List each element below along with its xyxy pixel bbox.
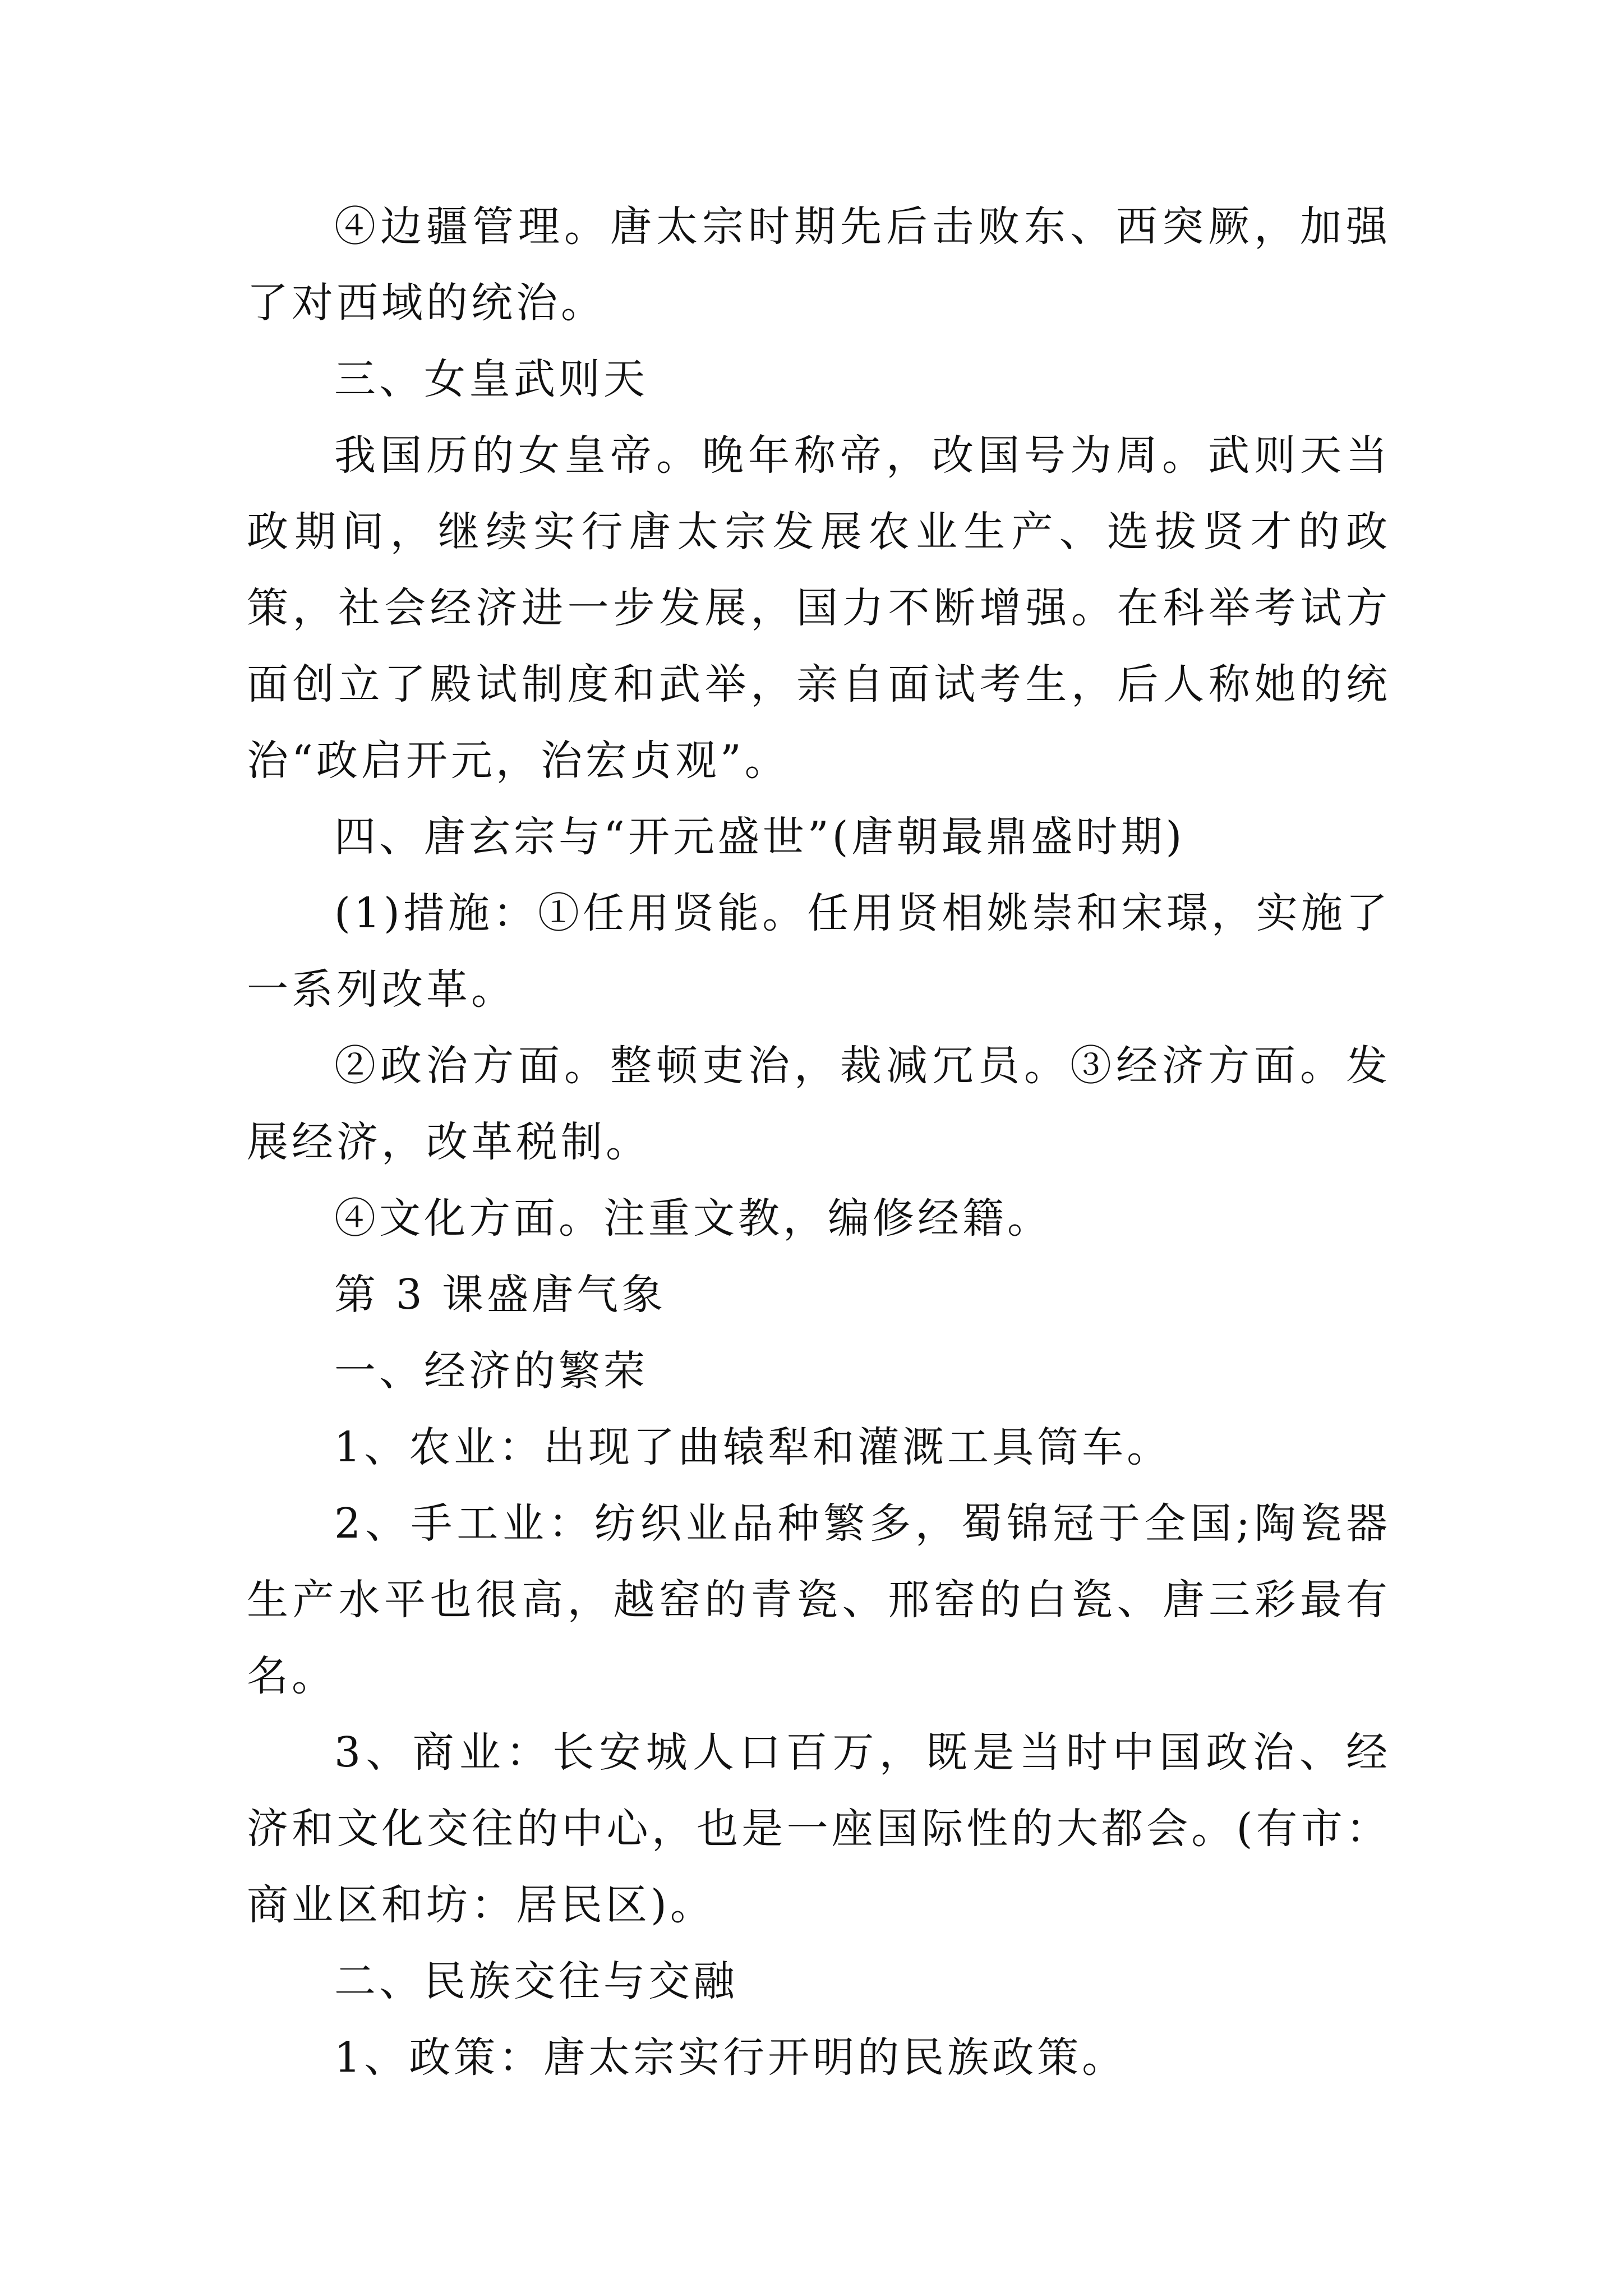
paragraph-ethnic-policy: 1、政策：唐太宗实行开明的民族政策。 [334,2033,1127,2082]
paragraph-measures-culture: ④文化方面。注重文教，编修经籍。 [334,1194,1052,1243]
document-body [247,188,1391,2096]
paragraph-agriculture: 1、农业：出现了曲辕犁和灌溉工具筒车。 [334,1423,1172,1471]
paragraph-wu-zetian: 我国历的女皇帝。晚年称帝，改国号为周。武则天当政期间，继续实行唐太宗发展农业生产、选拔贤才的政策，社会经济进一步发展，国力不断增强。在科举考试方面创立了殿试制度和武举，亲自面试考生，后人称她的统治“政启开元，治宏贞观”。 [247,431,1391,785]
heading-economic-prosperity: 一、经济的繁荣 [334,1347,648,1395]
lesson-title: 第 3 课盛唐气象 [334,1271,667,1319]
paragraph-measures-talent: (1)措施：①任用贤能。任用贤相姚崇和宋璟，实施了一系列改革。 [247,889,1391,1014]
heading-ethnic-exchange: 二、民族交往与交融 [334,1957,738,2005]
paragraph-border-management: ④边疆管理。唐太宗时期先后击败东、西突厥，加强了对西域的统治。 [247,203,1391,327]
heading-empress-wu-zetian: 三、女皇武则天 [334,355,648,403]
paragraph-commerce: 3、商业：长安城人口百万，既是当时中国政治、经济和文化交往的中心，也是一座国际性的大都会。(有市：商业区和坊：居民区)。 [247,1728,1391,1929]
paragraph-measures-politics-economy: ②政治方面。整顿吏治，裁减冗员。③经济方面。发展经济，改革税制。 [247,1042,1391,1166]
heading-kaiyuan-era: 四、唐玄宗与“开元盛世”(唐朝最鼎盛时期) [334,813,1186,861]
paragraph-handicraft: 2、手工业：纺织业品种繁多，蜀锦冠于全国;陶瓷器生产水平也很高，越窑的青瓷、邢窑的白瓷、唐三彩最有名。 [247,1499,1391,1700]
